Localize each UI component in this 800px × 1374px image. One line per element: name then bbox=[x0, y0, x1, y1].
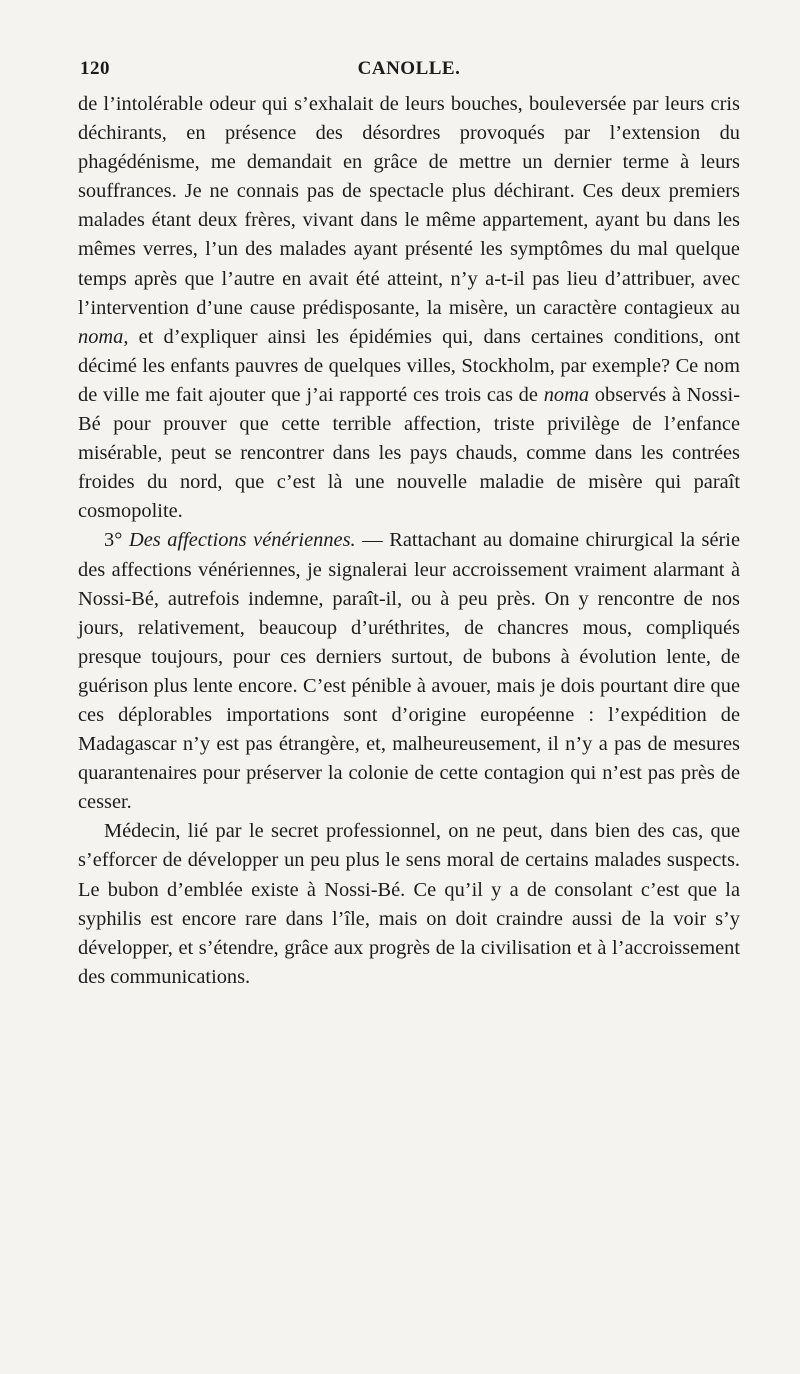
paragraph-physician bbox=[78, 817, 740, 992]
paragraph-text: Médecin, lié par le secret professionnel, on ne peut, dans bien des cas, que s’efforcer de développer un peu plus le sens moral de certains malades suspects. Le bubon d’emblée existe à Nossi-Bé. Ce qu’il y a de consolant c’est que la syphilis est encore rare dans l’île, mais on doit craindre aussi de la voir s’y développer, et s’étendre, grâce aux progrès de la civilisation et à l’accroissement des communications. bbox=[78, 820, 740, 988]
book-page bbox=[78, 52, 740, 992]
italic-term: noma bbox=[543, 383, 590, 406]
page-number: 120 bbox=[80, 58, 110, 79]
paragraph-text: , et d’expliquer ainsi les épidémies qui, dans certaines conditions, ont décimé les enfants pauvres de quelques villes, Stockholm, par exemple? Ce nom de ville me fait ajouter que j’ai rapporté ces trois cas de bbox=[78, 325, 740, 406]
paragraph-text: observés à Nossi-Bé pour prouver que cette terrible affection, triste privilège de l’enfance misérable, peut se rencontrer dans les pays chauds, comme dans les contrées froides du nord, que c’est là une nouvelle maladie de misère qui paraît cosmopolite. bbox=[78, 383, 741, 523]
section-number: 3° bbox=[104, 529, 123, 552]
paragraph-text: de l’intolérable odeur qui s’exhalait de leurs bouches, bouleversée par leurs cris déchirants, en présence des désordres provoqués par l’extension du phagédénisme, me demandait en grâce de mettre un dernier terme à leurs souffrances. Je ne connais pas de spectacle plus déchirant. Ces deux premiers malades étant deux frères, vivant dans le même appartement, ayant bu dans les mêmes verres, l’un des malades ayant présenté les symptômes du mal quelque temps après que l’autre en avait été atteint, n’y a-t-il pas lieu d’attribuer, avec l’intervention d’une cause prédisposante, la misère, un caractère contagieux au bbox=[78, 93, 740, 319]
section-title: Des affections vénériennes. bbox=[128, 529, 356, 552]
running-title: CANOLLE. bbox=[357, 58, 461, 79]
paragraph-text: — Rattachant au domaine chirurgical la série des affections vénériennes, je signalerai leur accroissement vraiment alarmant à Nossi-Bé, autrefois indemne, paraît-il, ou à peu près. On y rencontre de nos jours, relativement, beaucoup d’uréthrites, de chancres mous, compliqués presque toujours, pour ces derniers surtout, de bubons à évolution lente, de guérison plus lente encore. C’est pénible à avouer, mais je dois pourtant dire que ces déplorables importations sont d’origine européenne : l’expédition de Madagascar n’y est pas étrangère, et, malheureusement, il n’y a pas de mesures quarantenaires pour préserver la colonie de cette contagion qui n’est pas près de cesser. bbox=[78, 529, 741, 814]
paragraph-noma bbox=[78, 90, 740, 526]
paragraph-venereal bbox=[78, 526, 740, 817]
body-text bbox=[78, 90, 740, 992]
italic-term: noma bbox=[78, 325, 124, 348]
page-header bbox=[78, 52, 740, 80]
